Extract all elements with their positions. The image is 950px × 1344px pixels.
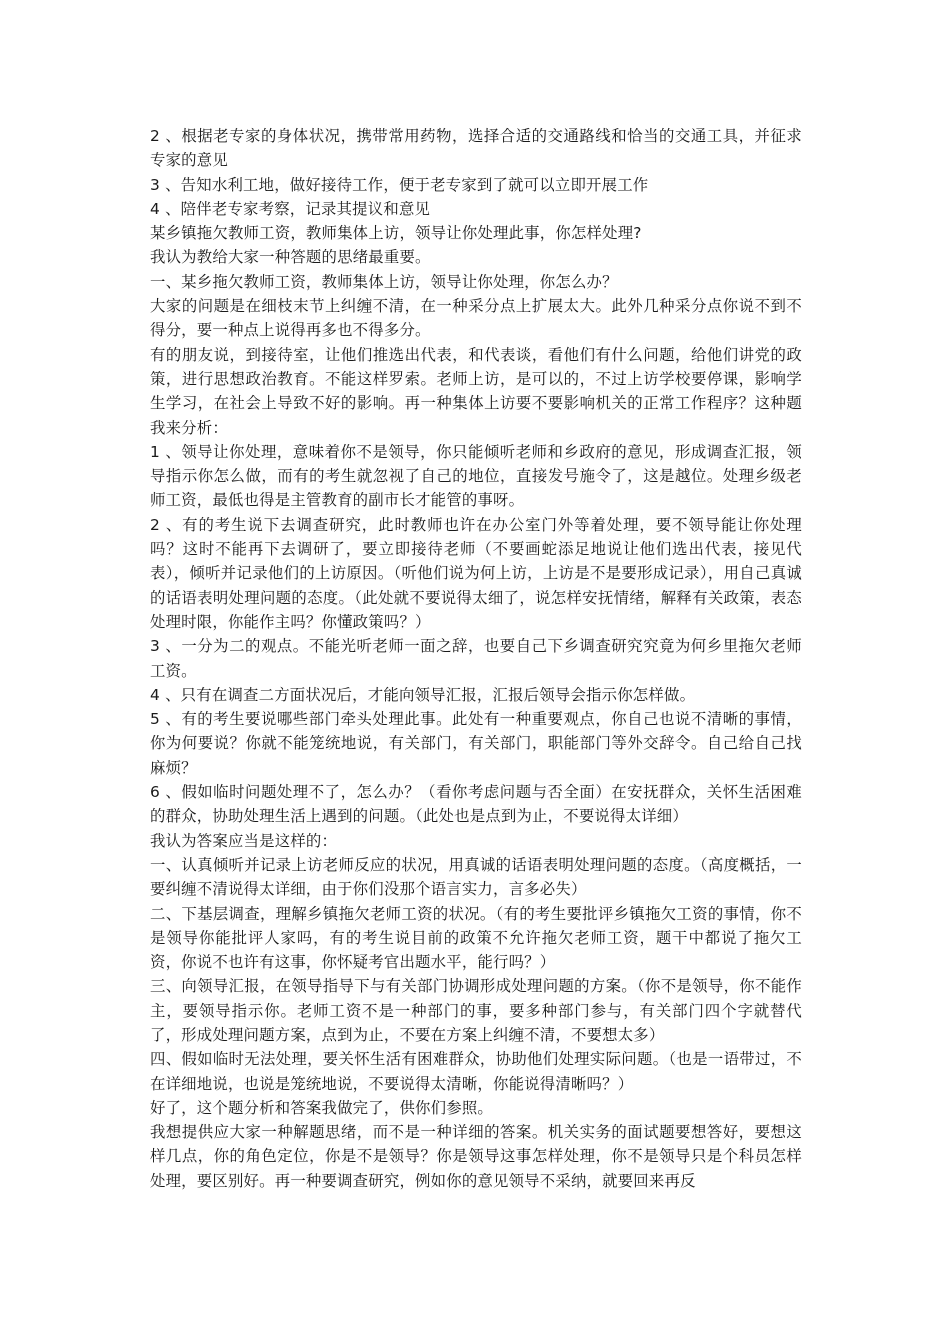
analysis-point: 1 、领导让你处理，意味着你不是领导，你只能倾听老师和乡政府的意见，形成调查汇报，领导指示你怎么做，而有的考生就忽视了自己的地位，直接发号施令了，这是越位。处理乡级老师工资，最低也得是主管教育的副市长才能管的事呀。 — [150, 442, 802, 510]
paragraph: 我认为答案应当是这样的： — [150, 831, 338, 850]
answer-point: 三、向领导汇报，在领导指导下与有关部门协调形成处理问题的方案。（你不是领导，你不能作主，要领导指示你。老师工资不是一种部门的事，要多种部门参与，有关部门四个字就替代了，形成处理问题方案，点到为止，不要在方案上纠缠不清，不要想太多） — [150, 977, 802, 1044]
paragraph: 2 、根据老专家的身体状况，携带常用药物，选择合适的交通路线和恰当的交通工具，并征求专家的意见 — [150, 127, 802, 170]
paragraph: 好了，这个题分析和答案我做完了，供你们参照。 — [150, 1098, 493, 1117]
paragraph: 4 、陪伴老专家考察，记录其提议和意见 — [150, 199, 431, 218]
paragraph: 我认为教给大家一种答题的思绪最重要。 — [150, 248, 431, 267]
answer-point: 二、下基层调查，理解乡镇拖欠老师工资的状况。（有的考生要批评乡镇拖欠工资的事情，你不是领导你能批评人家吗，有的考生说目前的政策不允许拖欠老师工资，题干中都说了拖欠工资，你说不也许有这事，你怀疑考官出题水平，能行吗？） — [150, 904, 802, 972]
question-heading: 某乡镇拖欠教师工资，教师集体上访，领导让你处理此事，你怎样处理? — [150, 224, 642, 243]
analysis-point: 6 、假如临时问题处理不了，怎么办？（看你考虑问题与否全面）在安抚群众，关怀生活困难的群众，协助处理生活上遇到的问题。（此处也是点到为止，不要说得太详细） — [150, 783, 802, 826]
paragraph: 有的朋友说，到接待室，让他们推选出代表，和代表谈，看他们有什么问题，给他们讲党的政策，进行思想政治教育。不能这样罗索。老师上访，是可以的，不过上访学校要停课，影响学生学习，在社会上导致不好的影响。再一种集体上访要不要影响机关的正常工作程序？这种题我来分析： — [150, 345, 802, 437]
analysis-point: 2 、有的考生说下去调查研究，此时教师也许在办公室门外等着处理，要不领导能让你处理吗？这时不能再下去调研了，要立即接待老师（不要画蛇添足地说让他们选出代表，接见代表），倾听并记录他们的上访原因。（听他们说为何上访，上访是不是要形成记录），用自己真诚的话语表明处理问题的态度。（此处就不要说得太细了，说怎样安抚情绪，解释有关政策，表态处理时限，你能作主吗？你懂政策吗？） — [150, 515, 802, 631]
answer-point: 一、认真倾听并记录上访老师反应的状况，用真诚的话语表明处理问题的态度。（高度概括，一要纠缠不清说得太详细，由于你们没那个语言实力，言多必失） — [150, 855, 802, 899]
paragraph: 我想提供应大家一种解题思绪，而不是一种详细的答案。机关实务的面试题要想答好，要想这样几点，你的角色定位，你是不是领导？你是领导这事怎样处理，你不是领导只是个科员怎样处理，要区别好。再一种要调查研究，例如你的意见领导不采纳，就要回来再反 — [150, 1123, 802, 1190]
paragraph: 一、某乡拖欠教师工资，教师集体上访，领导让你处理，你怎么办？ — [150, 272, 618, 291]
paragraph: 大家的问题是在细枝末节上纠缠不清，在一种采分点上扩展太大。此外几种采分点你说不到不得分，要一种点上说得再多也不得多分。 — [150, 297, 802, 340]
document-body — [150, 124, 802, 1193]
analysis-point: 3 、一分为二的观点。不能光听老师一面之辞，也要自己下乡调查研究究竟为何乡里拖欠老师工资。 — [150, 637, 802, 680]
analysis-point: 5 、有的考生要说哪些部门牵头处理此事。此处有一种重要观点，你自己也说不清晰的事情，你为何要说？你就不能笼统地说，有关部门，有关部门，职能部门等外交辞令。自己给自己找麻烦？ — [150, 710, 802, 777]
paragraph: 3 、告知水利工地，做好接待工作，便于老专家到了就可以立即开展工作 — [150, 175, 649, 194]
answer-point: 四、假如临时无法处理，要关怀生活有困难群众，协助他们处理实际问题。（也是一语带过，不在详细地说，也说是笼统地说，不要说得太清晰，你能说得清晰吗？） — [150, 1050, 802, 1093]
analysis-point: 4 、只有在调查二方面状况后，才能向领导汇报，汇报后领导会指示你怎样做。 — [150, 685, 696, 704]
